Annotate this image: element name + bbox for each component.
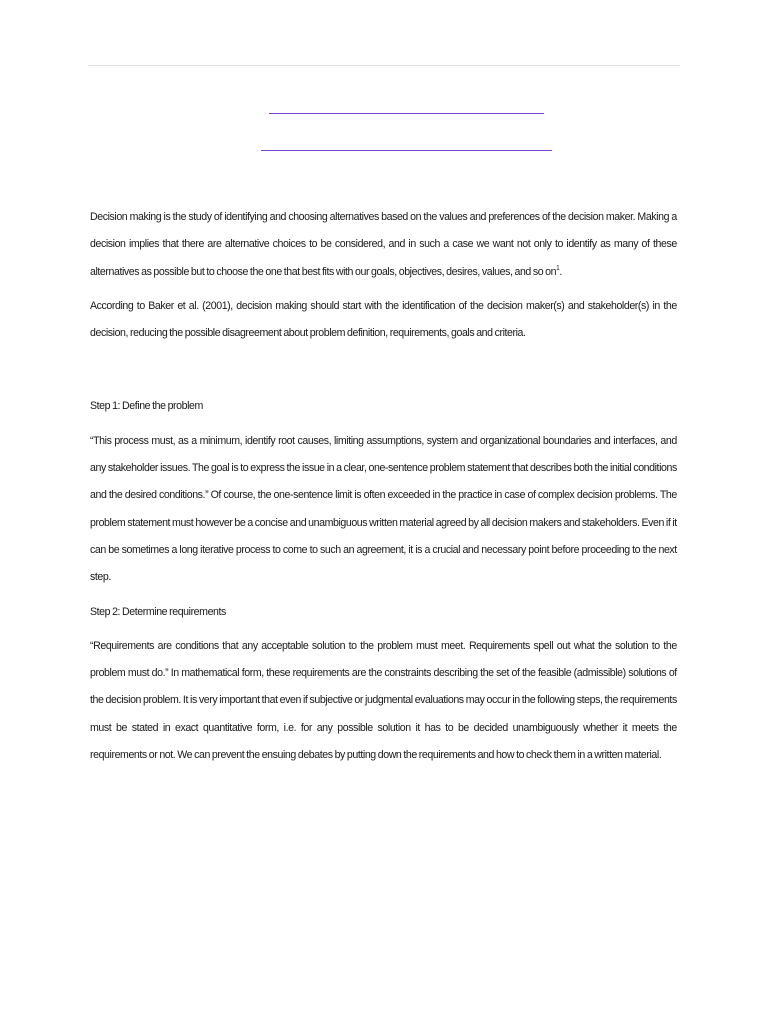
intro-paragraph-2: According to Baker et al. (2001), decision making should start with the identification of the decision maker(s) and stakeholder(s) in the decision, reducing the possible disagreement about problem definition, requirements, goals and criteria. [90,299,677,340]
intro-paragraph-1: Decision making is the study of identifying and choosing alternatives based on the values and preferences of the decision maker. Making a decision implies that there are alternative choices to be considered, and in such a case we want not only to identify as many of these alternatives as possible but to choose the one that best fits with our goals, objectives, desires, values, and so $on^1$. [90,211,677,278]
header-divider [88,65,680,66]
title-link-underline[interactable] [269,113,544,114]
subtitle-link-underline[interactable] [261,150,552,151]
step2-paragraph: “Requirements are conditions that any acceptable solution to the problem must meet. Requirements spell out what the solution to the problem must do.” In mathematical form, these requirements are the constraints describing the set of the feasible (admissible) solutions of the decision problem. It is very important that even if subjective or judgmental evaluations may occur in the following steps, the requirements must be stated in exact quantitative form, i.e. for any possible solution it has to be decided unambiguously whether it meets the requirements or not. We can prevent the ensuing debates by putting down the requirements and how to check them in a written material. [90,639,677,762]
footnote-marker[interactable]: 1 [556,264,560,272]
document-body [90,204,677,769]
step1-paragraph: “This process must, as a minimum, identify root causes, limiting assumptions, system and organizational boundaries and interfaces, and any stakeholder issues. The goal is to express the issue in a clear, one-sentence problem statement that describes both the initial conditions and the desired conditions.” Of course, the one-sentence limit is often exceeded in the practice in case of complex decision problems. The problem statement must however be a concise and unambiguous written material agreed by all decision makers and stakeholders. Even if it can be sometimes a long iterative process to come to such an agreement, it is a crucial and necessary point before proceeding to the next step. [90,434,677,584]
step2-heading: Step 2: Determine requirements [90,605,226,618]
step1-heading: Step 1: Define the problem [90,400,203,413]
